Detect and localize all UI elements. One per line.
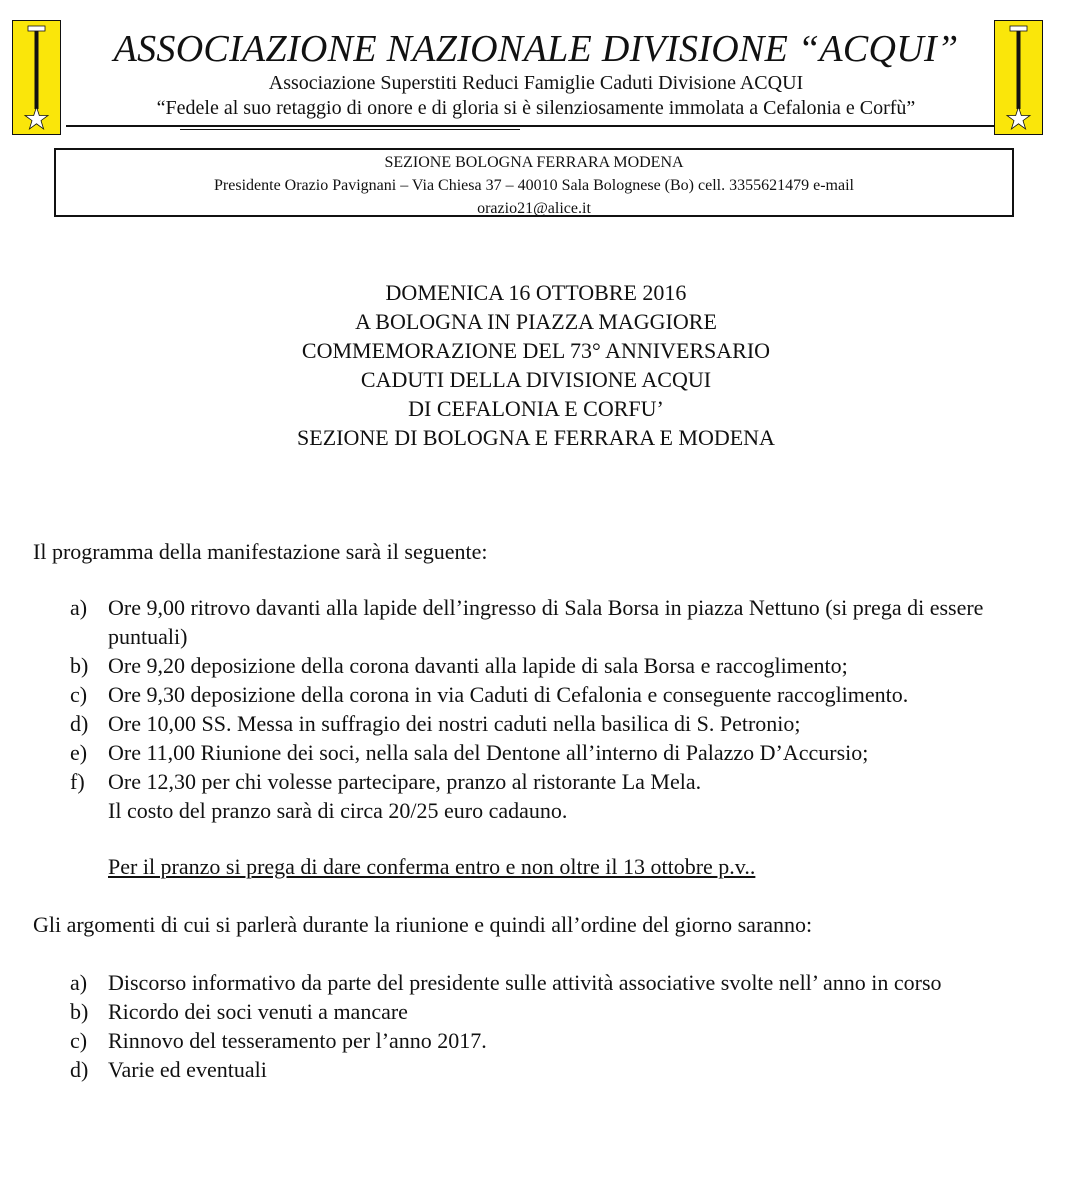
list-item-text: Ore 11,00 Riunione dei soci, nella sala del Dentone all’interno di Palazzo D’Accursio;	[108, 740, 869, 765]
list-item-text: Ore 12,30 per chi volesse partecipare, pranzo al ristorante La Mela.	[108, 769, 702, 794]
list-item	[70, 1026, 1040, 1055]
section-email: orazio21@alice.it	[477, 200, 591, 217]
list-marker: f)	[70, 769, 85, 794]
program-list	[70, 593, 1040, 796]
list-marker: d)	[70, 1057, 89, 1082]
list-item	[70, 593, 1040, 651]
section-info-box	[54, 148, 1014, 217]
event-date: DOMENICA 16 OTTOBRE 2016	[385, 280, 687, 305]
agenda-list	[70, 968, 1040, 1084]
list-item	[70, 651, 1040, 680]
list-marker: b)	[70, 999, 89, 1024]
association-title: ASSOCIAZIONE NAZIONALE DIVISIONE “ACQUI”	[113, 28, 959, 70]
agenda-intro: Gli argomenti di cui si parlerà durante la riunione e quindi all’ordine del giorno saranno:	[33, 912, 813, 937]
list-item-text: Varie ed eventuali	[108, 1057, 267, 1082]
association-subtitle: Associazione Superstiti Reduci Famiglie Caduti Divisione ACQUI	[268, 72, 804, 94]
event-heading	[0, 278, 1072, 452]
program-intro: Il programma della manifestazione sarà il seguente:	[33, 539, 488, 564]
lunch-cost: Il costo del pranzo sarà di circa 20/25 euro cadauno.	[108, 798, 568, 823]
list-item	[70, 767, 1040, 796]
list-item	[70, 709, 1040, 738]
list-marker: d)	[70, 711, 89, 736]
list-item	[70, 680, 1040, 709]
list-item	[70, 738, 1040, 767]
event-commemoration: COMMEMORAZIONE DEL 73° ANNIVERSARIO	[301, 338, 771, 363]
lunch-confirmation-note: Per il pranzo si prega di dare conferma entro e non oltre il 13 ottobre p.v..	[108, 854, 756, 879]
list-marker: c)	[70, 1028, 88, 1053]
event-location: DI CEFALONIA E CORFU’	[408, 396, 664, 421]
list-item-text: Ore 10,00 SS. Messa in suffragio dei nostri caduti nella basilica di S. Petronio;	[108, 711, 801, 736]
list-item	[70, 1055, 1040, 1084]
list-marker: a)	[70, 970, 88, 995]
list-item-text: Rinnovo del tesseramento per l’anno 2017.	[108, 1028, 487, 1053]
list-item-text: Ore 9,30 deposizione della corona in via Caduti di Cefalonia e conseguente raccoglimento.	[108, 682, 909, 707]
event-fallen: CADUTI DELLA DIVISIONE ACQUI	[360, 367, 712, 392]
list-marker: a)	[70, 595, 88, 620]
event-place: A BOLOGNA IN PIAZZA MAGGIORE	[355, 309, 717, 334]
association-motto: “Fedele al suo retaggio di onore e di gloria si è silenziosamente immolata a Cefalonia e Corfù”	[156, 97, 916, 119]
list-item	[70, 997, 1040, 1026]
list-marker: c)	[70, 682, 88, 707]
list-item-text: Ore 9,20 deposizione della corona davanti alla lapide di sala Borsa e raccoglimento;	[108, 653, 848, 678]
list-marker: e)	[70, 740, 88, 765]
event-section: SEZIONE DI BOLOGNA E FERRARA E MODENA	[297, 425, 775, 450]
header-divider	[66, 125, 994, 127]
list-item	[70, 968, 1040, 997]
section-name: SEZIONE BOLOGNA FERRARA MODENA	[384, 154, 684, 171]
list-marker: b)	[70, 653, 89, 678]
section-contact: Presidente Orazio Pavignani – Via Chiesa 37 – 40010 Sala Bolognese (Bo) cell. 3355621479 e-mail	[214, 177, 854, 194]
list-item-text: Ore 9,00 ritrovo davanti alla lapide dell’ingresso di Sala Borsa in piazza Nettuno (si prega di essere puntuali)	[108, 595, 984, 649]
header-divider-accent	[180, 129, 520, 130]
list-item-text: Ricordo dei soci venuti a mancare	[108, 999, 408, 1024]
list-item-text: Discorso informativo da parte del presidente sulle attività associative svolte nell’ anno in corso	[108, 970, 942, 995]
